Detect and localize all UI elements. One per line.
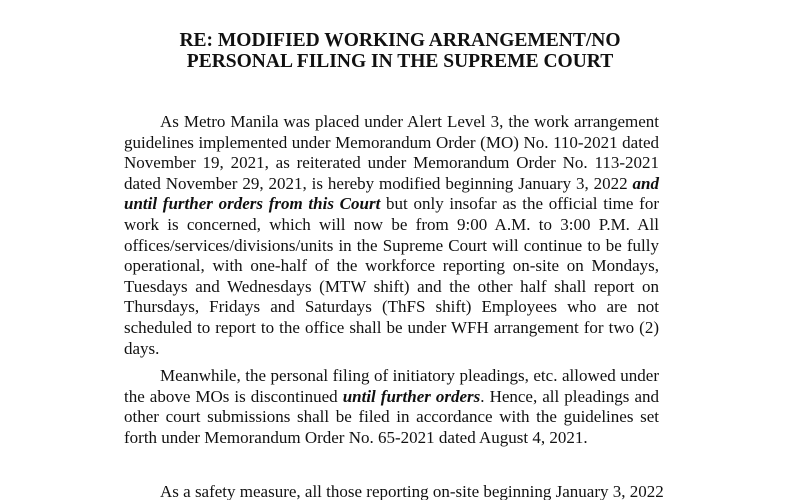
line-text: but only insofar as the official time for <box>380 194 659 214</box>
line-text: the above MOs is discontinued <box>124 386 343 406</box>
emphasis-text: until further orders from this Court <box>124 194 381 214</box>
paragraph-line: operational, with one-half of the workforce reporting on-site on Mondays, <box>124 256 659 276</box>
emphasis-text: until further orders <box>342 386 481 406</box>
emphasis-text: and <box>632 173 659 193</box>
paragraph-personal-filing <box>124 366 659 448</box>
line-text: . Hence, all pleadings and <box>480 386 659 406</box>
line-text: dated November 29, 2021, is hereby modified beginning January 3, 2022 <box>124 173 628 193</box>
document-title <box>0 30 800 72</box>
title-line-1: RE: MODIFIED WORKING ARRANGEMENT/NO <box>179 30 621 51</box>
paragraph-line: As a safety measure, all those reporting on-site beginning January 3, 2022 <box>160 482 664 500</box>
paragraph-line: November 19, 2021, as reiterated under Memorandum Order No. 113-2021 <box>124 153 659 173</box>
title-line-2: PERSONAL FILING IN THE SUPREME COURT <box>186 51 614 72</box>
paragraph-line: As Metro Manila was placed under Alert Level 3, the work arrangement <box>160 112 659 131</box>
paragraph-line <box>124 174 659 195</box>
paragraph-safety-measure <box>124 482 664 500</box>
paragraph-line: offices/services/divisions/units in the Supreme Court will continue to be fully <box>124 235 659 255</box>
paragraph-line: other court submissions shall be filed in accordance with the guidelines set <box>124 407 659 427</box>
paragraph-line <box>124 194 659 215</box>
paragraph-line: work is concerned, which will now be from 9:00 A.M. to 3:00 P.M. All <box>124 214 659 234</box>
paragraph-line: Tuesdays and Wednesdays (MTW shift) and the other half shall report on <box>124 276 659 296</box>
paragraph-work-arrangement <box>124 112 659 359</box>
paragraph-line <box>124 387 659 408</box>
paragraph-line: Thursdays, Fridays and Saturdays (ThFS shift) Employees who are not <box>124 297 659 317</box>
paragraph-line: forth under Memorandum Order No. 65-2021 dated August 4, 2021. <box>124 427 588 447</box>
paragraph-line: Meanwhile, the personal filing of initiatory pleadings, etc. allowed under <box>160 366 659 385</box>
paragraph-line: guidelines implemented under Memorandum Order (MO) No. 110-2021 dated <box>124 132 659 152</box>
paragraph-line: scheduled to report to the office shall be under WFH arrangement for two (2) <box>124 317 659 337</box>
paragraph-line: days. <box>124 338 160 358</box>
